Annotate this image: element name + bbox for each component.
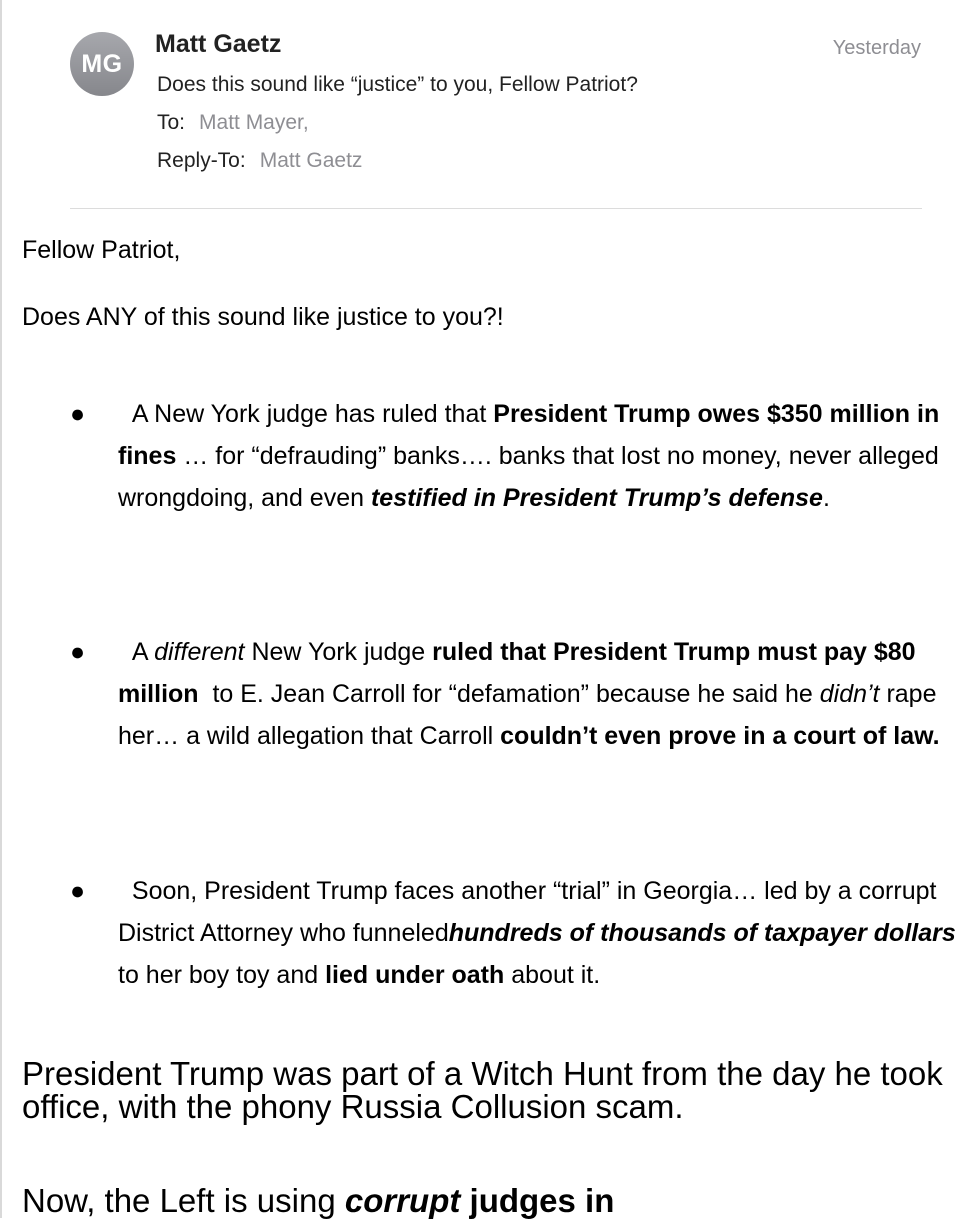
now-paragraph bbox=[22, 1184, 614, 1217]
bullet-emphasis: didn’t bbox=[819, 680, 880, 708]
to-row bbox=[157, 111, 309, 135]
sender-avatar: MG bbox=[70, 32, 134, 96]
to-recipient[interactable]: Matt Mayer, bbox=[199, 111, 309, 134]
reply-to-row bbox=[157, 149, 362, 173]
bullet-marker: ● bbox=[70, 400, 86, 428]
bullet-emphasis: couldn’t even prove in a court of law. bbox=[500, 722, 940, 750]
bullet-item-carroll bbox=[118, 631, 968, 757]
bullet-marker: ● bbox=[70, 877, 86, 905]
to-label: To: bbox=[157, 111, 186, 134]
bullet-emphasis: President Trump owes $350 million in fines bbox=[118, 400, 947, 470]
bullet-text: New York judge bbox=[244, 638, 433, 666]
bullet-emphasis: lied under oath bbox=[325, 961, 505, 989]
header-divider bbox=[70, 208, 922, 209]
sender-name[interactable]: Matt Gaetz bbox=[155, 30, 282, 58]
greeting: Fellow Patriot, bbox=[22, 236, 181, 264]
bullet-text: about it. bbox=[504, 961, 601, 989]
bullet-text: A New York judge has ruled that bbox=[118, 400, 494, 428]
bullet-text: . bbox=[822, 484, 830, 512]
email-subject: Does this sound like “justice” to you, Fellow Patriot? bbox=[157, 73, 638, 96]
bullet-text: rape her… a wild allegation that Carroll bbox=[118, 680, 944, 750]
closing-paragraph: President Trump was part of a Witch Hunt from the day he took office, with the phony Russia Collusion scam. bbox=[22, 1055, 943, 1125]
bullet-emphasis: testified in President Trump’s defense bbox=[370, 484, 823, 512]
bullet-text: to E. Jean Carroll for “defamation” because he said he bbox=[205, 680, 820, 708]
bullet-item-fraud-fine bbox=[118, 393, 968, 519]
message-date: Yesterday bbox=[832, 37, 921, 59]
bullet-text: … for “defrauding” banks…. banks that lost no money, never alleged wrongdoing, and even bbox=[118, 442, 946, 512]
now-emphasis: judges in bbox=[460, 1182, 615, 1219]
opening-question: Does ANY of this sound like justice to you?! bbox=[22, 303, 504, 331]
bullet-item-georgia bbox=[118, 870, 968, 996]
now-emphasis: corrupt bbox=[344, 1182, 461, 1219]
bullet-emphasis: ruled that President Trump must pay $80 million bbox=[118, 638, 923, 708]
now-text: Now, the Left is using bbox=[22, 1182, 345, 1219]
reply-to-label: Reply-To: bbox=[157, 149, 246, 172]
bullet-text: Soon, President Trump faces another “trial” in Georgia… led by a corrupt District Attorney who funneled bbox=[118, 877, 944, 947]
bullet-marker: ● bbox=[70, 638, 86, 666]
bullet-text: to her boy toy and bbox=[118, 919, 970, 989]
bullet-emphasis: hundreds of thousands of taxpayer dollars bbox=[448, 919, 963, 947]
left-border bbox=[0, 0, 2, 1218]
bullet-text: A bbox=[118, 638, 155, 666]
bullet-emphasis: different bbox=[154, 638, 245, 666]
reply-to-address[interactable]: Matt Gaetz bbox=[259, 149, 363, 172]
